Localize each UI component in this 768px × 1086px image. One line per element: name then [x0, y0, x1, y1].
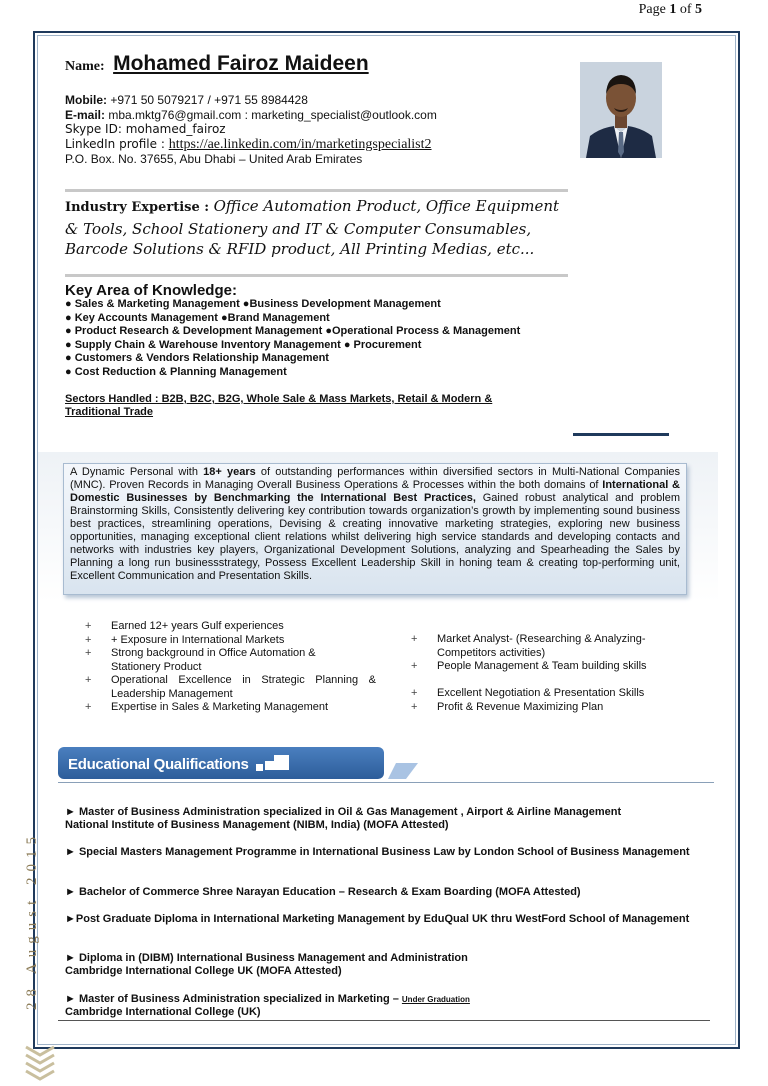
education-item: ► Diploma in (DIBM) International Business Management and Administration Cambridge International College UK (MOFA Attested) [65, 952, 468, 977]
education-item: ►Post Graduate Diploma in International Marketing Management by EduQual UK thru WestFord School of Management [65, 913, 690, 925]
list-item: Leadership Management [111, 687, 233, 700]
square-icon [265, 761, 274, 770]
candidate-name: Mohamed Fairoz Maideen [113, 52, 369, 75]
list-item: + Excellent Negotiation & Presentation Skills [411, 687, 645, 699]
education-item: ► Special Masters Management Programme in International Business Law by London School of Business Management [65, 846, 690, 858]
list-item: + Profit & Revenue Maximizing Plan [411, 700, 604, 713]
list-item: + People Management & Team building skills [411, 660, 647, 672]
education-item: ► Bachelor of Commerce Shree Narayan Education – Research & Exam Boarding (MOFA Attested) [65, 886, 581, 898]
mobile-label: Mobile: [65, 93, 107, 107]
linkedin-link[interactable]: https://ae.linkedin.com/in/marketingspecialist2 [168, 136, 432, 152]
industry-expertise [65, 196, 575, 260]
divider [58, 1020, 710, 1021]
education-item: ► Master of Business Administration specialized in Oil & Gas Management , Airport & Airline Management National Institute of Business Management (NIBM, India) (MOFA Attested) [65, 806, 622, 831]
industry-value: Office Automation Product, Office Equipment & Tools, School Stationery and IT & Computer Consumables, Barcode Solutions & RFID product, All Printing Medias, etc... [65, 197, 560, 258]
education-title: Educational Qualifications [68, 756, 249, 773]
list-item: ● Key Accounts Management ●Brand Management [65, 311, 330, 324]
list-item: + Market Analyst- (Researching & Analyzing- [411, 633, 646, 645]
list-item: Competitors activities) [437, 646, 546, 659]
key-area-title: Key Area of Knowledge: [65, 282, 237, 299]
highlights-left [85, 620, 385, 715]
list-item: ● Sales & Marketing Management ●Business Development Management [65, 298, 441, 310]
square-icon [256, 764, 263, 771]
divider [65, 274, 568, 277]
list-item: ● Cost Reduction & Planning Management [65, 365, 287, 378]
list-item: ● Product Research & Development Management ●Operational Process & Management [65, 325, 521, 337]
linkedin-label: LinkedIn profile : [65, 136, 169, 151]
mobile-value: +971 50 5079217 / +971 55 8984428 [110, 93, 308, 107]
sectors-handled: Sectors Handled : B2B, B2C, B2G, Whole Sale & Mass Markets, Retail & Modern & Traditional Trade [65, 393, 493, 418]
tab-decoration-icon [388, 763, 418, 779]
education-item: ► Master of Business Administration specialized in Marketing – Under Graduation Cambridge International College (UK) [65, 993, 470, 1018]
side-date: 28 August 2015 [24, 830, 40, 1010]
profile-photo [580, 62, 662, 158]
chevron-decoration-icon [24, 1045, 56, 1085]
page-number: Page 1 of 5 [638, 2, 702, 17]
divider [58, 782, 714, 783]
square-icon [274, 755, 289, 770]
profile-summary: A Dynamic Personal with 18+ years of outstanding performances within diversified sectors in Multi-National Companies (MNC). Proven Records in Managing Overall Business Operations & Processes within the both domains of International & Domestic Businesses by Benchmarking the International Best Practices, Gained robust analytical and problem Brainstorming Skills, Consistently delivering key contribution towards organization’s growth by implementing sound business best practices, streamlining operations, Devising & creating innovative marketing strategies, exploring new business opportunities, managing exceptional client relations whilst delivering high service standards and developing contacts and networks with industries key players, Organizational Development Solutions, analyzing and Spearheading the Sales by Planning a long run businessstrategy, Possess Excellent Leadership Skill in honing team & creating top-performing unit, Excellent Communication and Presentation Skills. [63, 463, 687, 595]
list-item: ● Supply Chain & Warehouse Inventory Management ● Procurement [65, 338, 422, 351]
list-item: + Expertise in Sales & Marketing Management [85, 701, 329, 713]
contact-info [65, 93, 437, 167]
skype-id: Skype ID: mohamed_fairoz [65, 122, 226, 136]
postal-address: P.O. Box. No. 37655, Abu Dhabi – United Arab Emirates [65, 152, 363, 166]
divider [65, 189, 568, 192]
list-item: + Earned 12+ years Gulf experiences [85, 620, 284, 632]
list-item: ● Customers & Vendors Relationship Management [65, 352, 329, 364]
list-item: + Operational Excellence in Strategic Planning & [85, 674, 376, 686]
list-item: + Strong background in Office Automation & [85, 647, 316, 659]
highlights-right [411, 633, 711, 714]
name-row [65, 52, 369, 76]
email-value[interactable]: mba.mktg76@gmail.com : marketing_specialist@outlook.com [108, 107, 437, 122]
education-section-header [58, 747, 386, 781]
key-area-list [65, 298, 520, 379]
name-label: Name: [65, 59, 105, 74]
list-item: Stationery Product [111, 660, 202, 673]
email-label: E-mail: [65, 107, 106, 122]
industry-label: Industry Expertise : [65, 200, 214, 215]
list-item: + + Exposure in International Markets [85, 633, 285, 646]
accent-line [573, 433, 669, 436]
